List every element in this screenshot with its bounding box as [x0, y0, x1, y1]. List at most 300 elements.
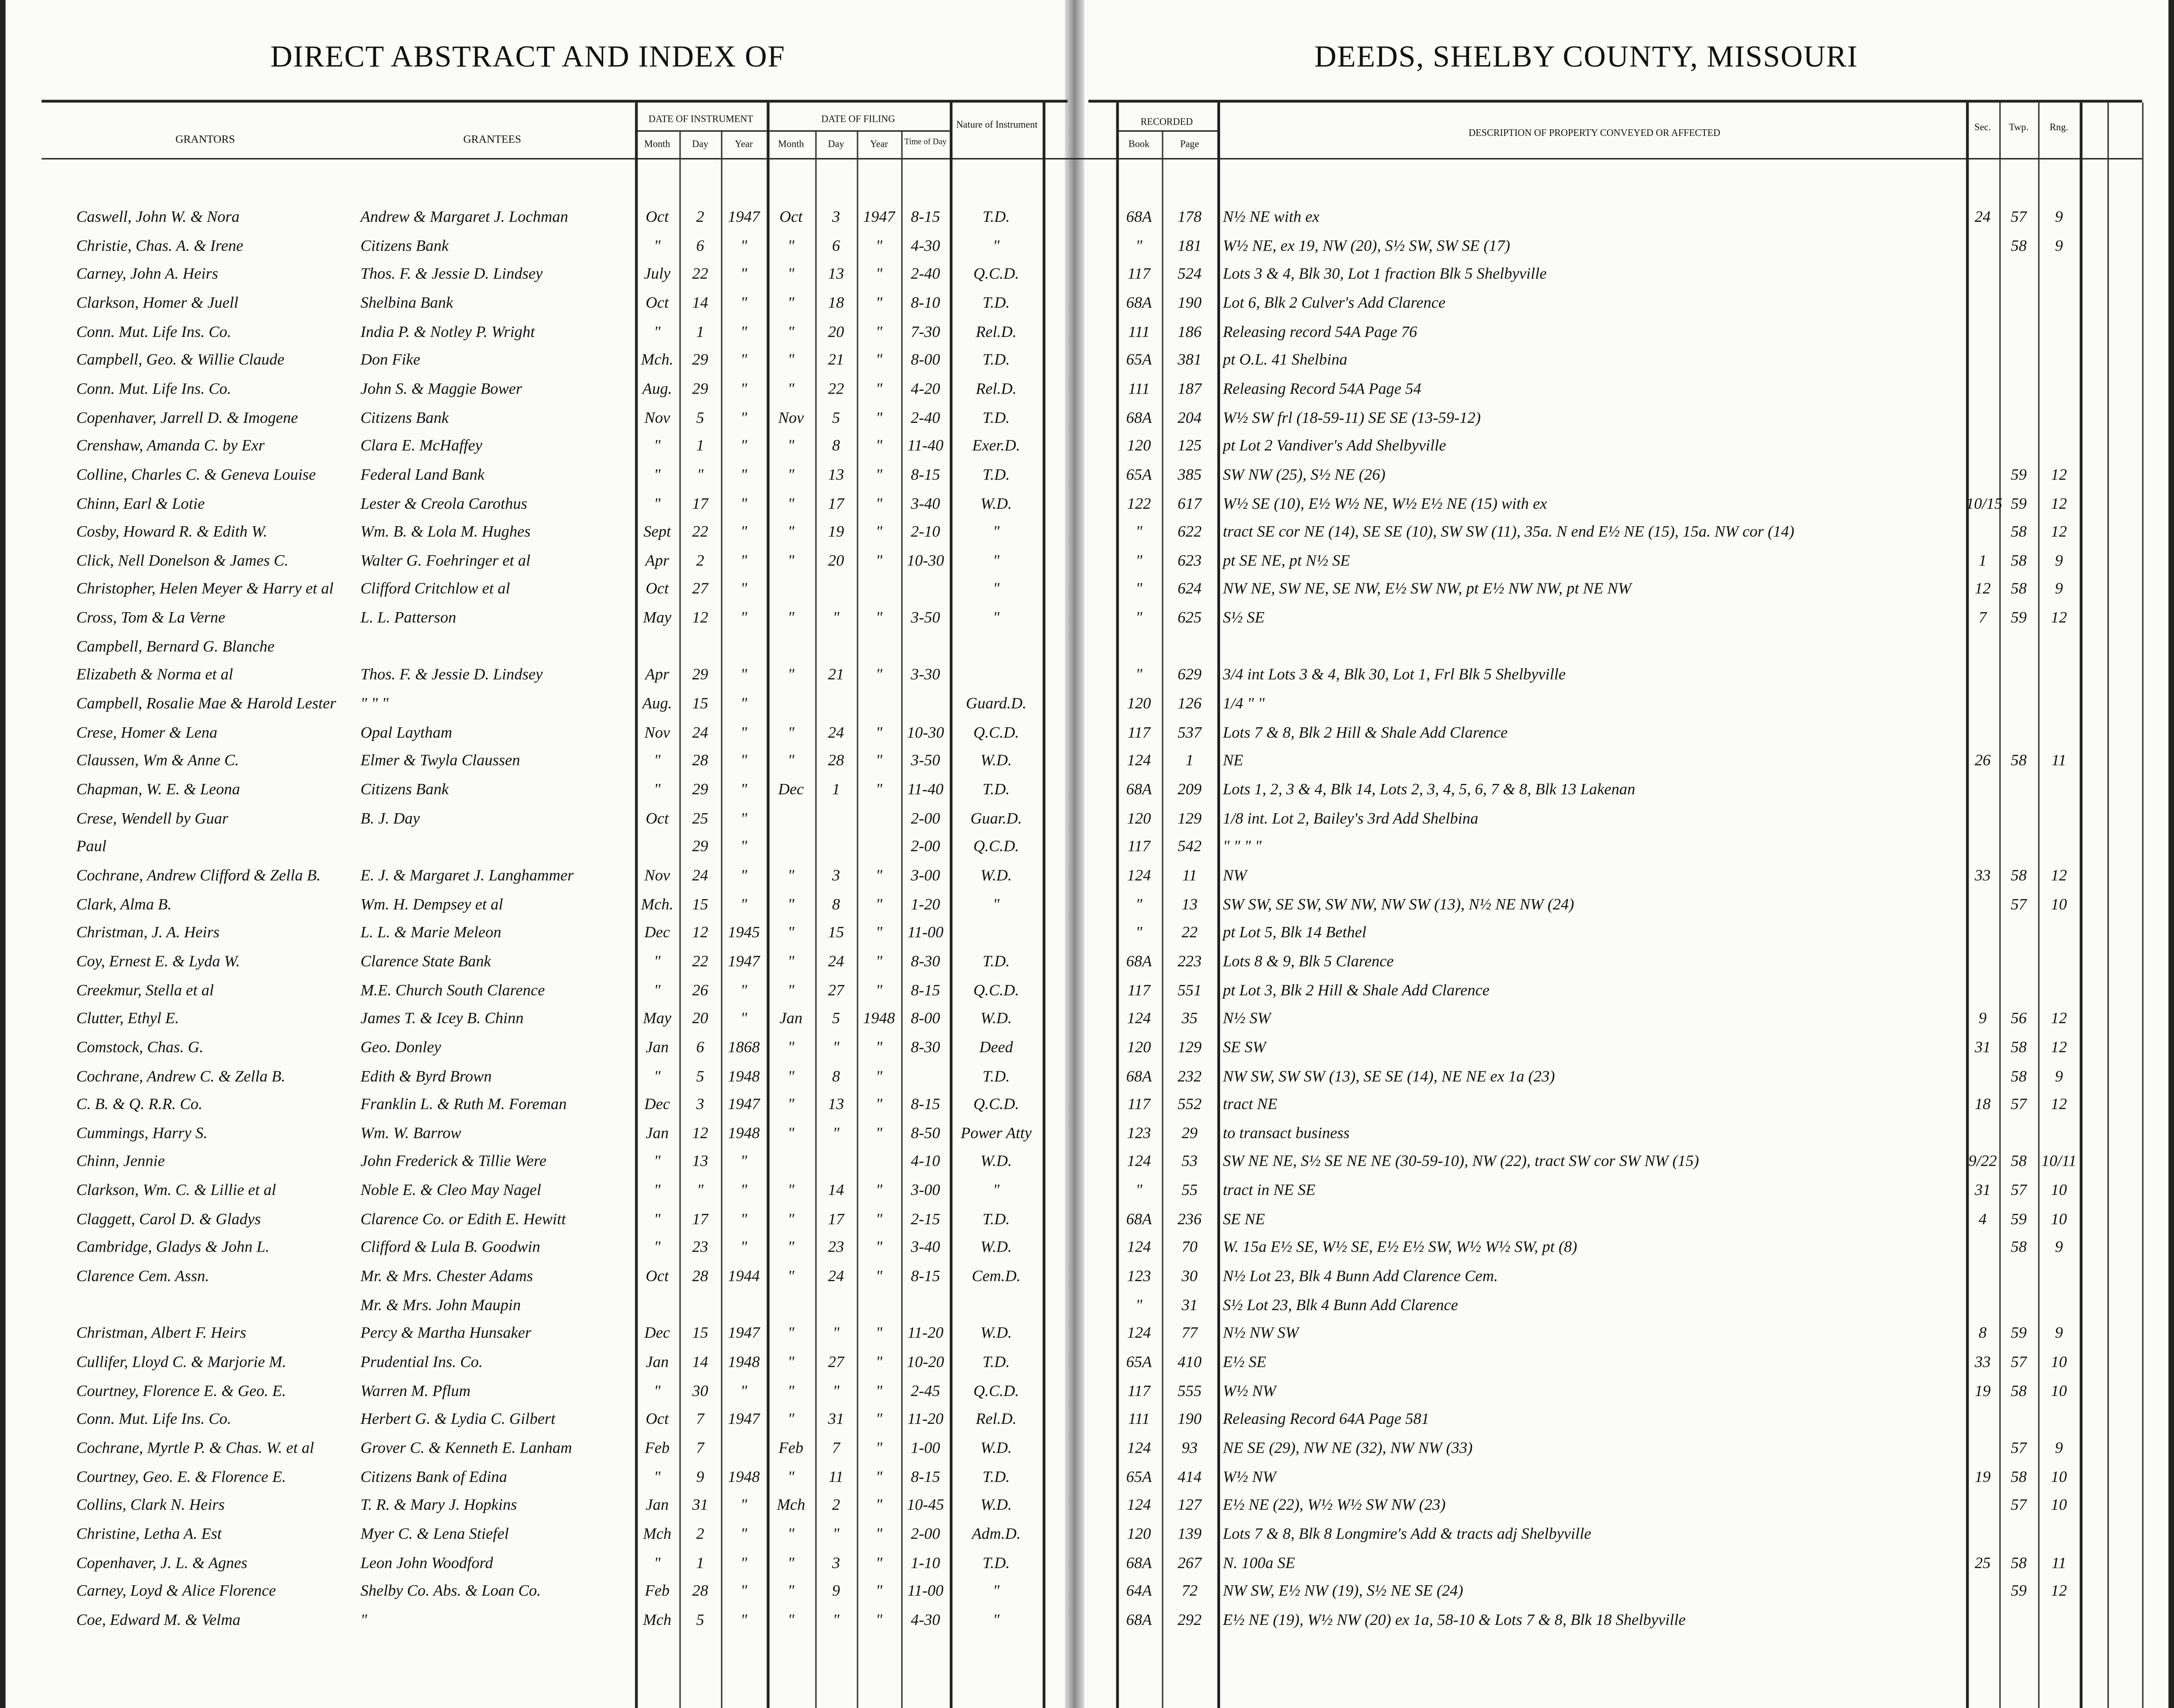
grantee-cell: John S. & Maggie Bower	[360, 381, 522, 398]
page-cell: 139	[1178, 1526, 1202, 1543]
filing-month-cell: "	[787, 925, 794, 942]
inst-year-header: Year	[735, 138, 753, 150]
inst-day-cell: 15	[692, 1326, 708, 1343]
page-cell: 129	[1178, 1039, 1202, 1056]
description-cell: Lots 7 & 8, Blk 8 Longmire's Add & tracts adj Shelbyville	[1222, 1526, 1592, 1543]
filing-year-cell: "	[876, 1526, 883, 1543]
grantee-cell: " " "	[360, 696, 389, 713]
inst-year-cell: 1948	[728, 1125, 760, 1142]
description-cell: Lot 6, Blk 2 Culver's Add Clarence	[1222, 295, 1446, 312]
filing-month-cell: "	[787, 1125, 794, 1142]
inst-month-cell: "	[654, 1068, 661, 1085]
description-cell: NW	[1222, 867, 1247, 884]
book-cell: 117	[1128, 1096, 1151, 1114]
description-cell: SW NW (25), S½ NE (26)	[1222, 467, 1386, 484]
book-cell: "	[1136, 896, 1143, 913]
inst-day-cell: 17	[692, 496, 708, 513]
page-cell: 625	[1178, 610, 1202, 627]
inst-day-cell: 1	[696, 438, 704, 455]
filing-day-cell: 17	[828, 496, 844, 513]
nature-cell: "	[993, 553, 1000, 570]
grantor-cell: Carney, Loyd & Alice Florence	[76, 1583, 276, 1600]
filing-day-header: Day	[828, 138, 844, 150]
grantee-cell: Don Fike	[360, 352, 421, 370]
description-cell: Lots 8 & 9, Blk 5 Clarence	[1222, 953, 1394, 970]
page-cell: 93	[1181, 1440, 1198, 1457]
nature-cell: Rel.D.	[976, 381, 1017, 398]
book-cell: 68A	[1126, 209, 1152, 226]
filing-month-cell: "	[787, 553, 794, 570]
twp-cell: 56	[2011, 1010, 2027, 1028]
time-cell: 11-00	[907, 1583, 944, 1600]
page-cell: 624	[1178, 581, 1202, 598]
nature-cell: Adm.D.	[971, 1526, 1021, 1543]
filing-year-cell: "	[876, 667, 883, 684]
time-cell: 2-40	[910, 410, 940, 427]
rng-cell: 12	[2051, 496, 2067, 513]
grantor-cell: Claussen, Wm & Anne C.	[76, 753, 239, 770]
filing-day-cell: 13	[828, 266, 844, 284]
book-cell: "	[1136, 1182, 1143, 1200]
page-cell: 55	[1181, 1182, 1198, 1200]
inst-month-cell: Dec	[644, 925, 670, 942]
book-cell: 123	[1127, 1125, 1151, 1142]
filing-month-cell: "	[787, 1182, 794, 1200]
inst-month-cell: Nov	[644, 867, 670, 884]
book-cell: 117	[1128, 266, 1151, 284]
nature-cell: "	[993, 1182, 1000, 1200]
twp-cell: 59	[2011, 610, 2027, 627]
filing-year-cell: "	[876, 1412, 883, 1429]
inst-day-cell: 15	[692, 896, 708, 913]
filing-year-cell: "	[876, 1268, 883, 1286]
grantee-cell: Wm. B. & Lola M. Hughes	[360, 524, 531, 541]
time-cell: 3-40	[910, 496, 940, 513]
page-cell: 542	[1178, 839, 1202, 856]
description-header: DESCRIPTION OF PROPERTY CONVEYED OR AFFECTED	[1468, 127, 1720, 139]
filing-year-cell: "	[876, 925, 883, 942]
twp-cell: 58	[2011, 238, 2027, 255]
filing-year-cell: "	[876, 1498, 883, 1514]
nature-cell: T.D.	[982, 1068, 1010, 1085]
grantor-cell: Conn. Mut. Life Ins. Co.	[76, 381, 232, 398]
grantee-cell: Clifford Critchlow et al	[360, 581, 510, 598]
nature-cell: W.D.	[980, 1010, 1012, 1028]
grantor-cell: Clarkson, Homer & Juell	[76, 295, 238, 312]
nature-cell: W.D.	[980, 1440, 1012, 1457]
ledger-row	[0, 1238, 2174, 1266]
grantee-cell: Walter G. Foehringer et al	[360, 553, 531, 570]
filing-month-cell: "	[787, 496, 794, 513]
filing-day-cell: 5	[832, 410, 840, 427]
grantors-header: GRANTORS	[175, 133, 235, 146]
filing-month-cell: "	[787, 724, 794, 741]
grantee-cell: John Frederick & Tillie Were	[360, 1154, 547, 1171]
nature-cell: Power Atty	[961, 1125, 1032, 1142]
book-cell: 124	[1127, 867, 1151, 884]
ledger-row	[0, 1525, 2174, 1553]
book-cell: 65A	[1126, 1469, 1152, 1486]
rng-cell: 9	[2055, 553, 2063, 570]
book-cell: 120	[1127, 696, 1151, 713]
ledger-row	[0, 1410, 2174, 1438]
rng-cell: 10	[2051, 896, 2067, 913]
filing-month-cell: "	[787, 324, 794, 341]
grantee-cell: Grover C. & Kenneth E. Lanham	[360, 1440, 572, 1457]
time-cell: 3-50	[910, 610, 940, 627]
page-cell: 129	[1178, 810, 1202, 827]
ledger-row	[0, 380, 2174, 408]
inst-day-cell: 26	[692, 982, 708, 999]
time-cell: 8-10	[910, 295, 940, 312]
page-cell: 209	[1178, 782, 1202, 799]
page-cell: 552	[1178, 1096, 1202, 1114]
filing-year-cell: "	[876, 1326, 883, 1343]
twp-cell: 59	[2011, 1583, 2027, 1600]
header-sub-rule	[1116, 130, 1217, 132]
description-cell: E½ NE (19), W½ NW (20) ex 1a, 58-10 & Lots 7 & 8, Blk 18 Shelbyville	[1222, 1612, 1686, 1629]
filing-month-cell: "	[787, 867, 794, 884]
book-cell: 124	[1127, 1010, 1151, 1028]
inst-day-cell: 23	[692, 1240, 708, 1257]
filing-year-cell: "	[876, 1096, 883, 1114]
grantee-cell: Thos. F. & Jessie D. Lindsey	[360, 667, 543, 684]
grantor-cell: Christopher, Helen Meyer & Harry et al	[76, 581, 334, 598]
page-cell: 190	[1178, 295, 1202, 312]
ledger-row	[0, 1439, 2174, 1467]
filing-day-cell: 9	[832, 1583, 840, 1600]
inst-year-cell: 1868	[728, 1039, 760, 1056]
inst-day-cell: 2	[696, 553, 704, 570]
filing-year-cell: "	[876, 867, 883, 884]
time-cell: 2-00	[910, 810, 940, 827]
inst-month-cell: Aug.	[642, 381, 672, 398]
inst-year-cell: 1947	[728, 1096, 760, 1114]
filing-month-cell: "	[787, 438, 794, 455]
sec-cell: 33	[1974, 1354, 1991, 1371]
grantee-cell: E. J. & Margaret J. Langhammer	[360, 867, 574, 884]
book-cell: 120	[1127, 438, 1151, 455]
page-cell: 292	[1178, 1612, 1202, 1629]
filing-month-cell: "	[787, 1583, 794, 1600]
rng-cell: 12	[2051, 524, 2067, 541]
inst-month-cell: "	[654, 324, 661, 341]
filing-year-cell: "	[876, 295, 883, 312]
twp-cell: 57	[2011, 1096, 2027, 1114]
filing-day-cell: 8	[832, 896, 840, 913]
inst-year-cell: 1948	[728, 1068, 760, 1085]
book-cell: 111	[1128, 381, 1150, 398]
page-cell: 181	[1178, 238, 1202, 255]
filing-year-cell: "	[876, 1240, 883, 1257]
inst-year-cell: "	[740, 324, 748, 341]
nature-cell: T.D.	[982, 782, 1010, 799]
inst-year-cell: 1945	[728, 925, 760, 942]
filing-month-cell: "	[787, 1326, 794, 1343]
filing-day-cell: 18	[828, 295, 844, 312]
grantor-cell: Campbell, Rosalie Mae & Harold Lester	[76, 696, 337, 713]
grantor-cell: Crese, Wendell by Guar	[76, 810, 228, 827]
book-cell: 120	[1127, 1039, 1151, 1056]
filing-day-cell: 17	[828, 1211, 844, 1228]
filing-month-cell: "	[787, 753, 794, 770]
grantor-cell: Clarence Cem. Assn.	[76, 1268, 210, 1286]
filing-month-cell: "	[787, 352, 794, 370]
inst-month-cell: "	[654, 1211, 661, 1228]
inst-day-cell: 13	[692, 1154, 708, 1171]
inst-day-cell: 28	[692, 1268, 708, 1286]
time-cell: 7-30	[910, 324, 940, 341]
ledger-row	[0, 236, 2174, 264]
filing-year-cell: "	[876, 324, 883, 341]
description-cell: S½ SE	[1222, 610, 1265, 627]
nature-cell: "	[993, 610, 1000, 627]
rng-header: Rng.	[2049, 122, 2068, 133]
book-cell: 65A	[1126, 467, 1152, 484]
inst-day-header: Day	[692, 138, 708, 150]
time-cell: 2-45	[910, 1383, 940, 1400]
page-cell: 186	[1178, 324, 1202, 341]
filing-day-cell: 3	[832, 209, 840, 226]
ledger-row	[0, 1611, 2174, 1639]
time-cell: 3-50	[910, 753, 940, 770]
rng-cell: 12	[2051, 1010, 2067, 1028]
page-cell: 35	[1181, 1010, 1198, 1028]
inst-month-cell: Apr	[645, 553, 669, 570]
twp-cell: 59	[2011, 1326, 2027, 1343]
ledger-row	[0, 867, 2174, 894]
rng-cell: 9	[2055, 209, 2063, 226]
page-cell: 617	[1178, 496, 1202, 513]
filing-day-cell: 14	[828, 1182, 844, 1200]
inst-day-cell: 5	[696, 1612, 704, 1629]
grantor-cell: Courtney, Florence E. & Geo. E.	[76, 1383, 286, 1400]
sec-cell: 18	[1974, 1096, 1991, 1114]
filing-year-cell: "	[876, 496, 883, 513]
ledger-row	[0, 952, 2174, 980]
filing-day-cell: 3	[832, 1555, 840, 1572]
grantor-cell: Comstock, Chas. G.	[76, 1039, 203, 1056]
time-cell: 11-20	[907, 1326, 944, 1343]
inst-month-cell: "	[654, 1182, 661, 1200]
rng-cell: 10	[2051, 1211, 2067, 1228]
filing-year-cell: "	[876, 1182, 883, 1200]
sec-cell: 31	[1974, 1182, 1991, 1200]
filing-month-cell: "	[787, 1096, 794, 1114]
page-cell: 551	[1178, 982, 1202, 999]
inst-day-cell: 29	[692, 667, 708, 684]
filing-year-cell: "	[876, 982, 883, 999]
book-cell: 68A	[1126, 1612, 1152, 1629]
filing-day-cell: 21	[828, 667, 844, 684]
grantee-cell: Warren M. Pflum	[360, 1383, 471, 1400]
inst-day-cell: 7	[696, 1440, 704, 1457]
grantor-cell: Copenhaver, J. L. & Agnes	[76, 1555, 248, 1572]
book-cell: 68A	[1126, 782, 1152, 799]
grantee-cell: Andrew & Margaret J. Lochman	[360, 209, 568, 226]
header-sub-rule	[767, 130, 950, 132]
filing-day-cell: 19	[828, 524, 844, 541]
time-cell: 8-15	[910, 982, 940, 999]
grantee-cell: "	[360, 1612, 367, 1629]
nature-cell: T.D.	[982, 352, 1010, 370]
ledger-row	[0, 981, 2174, 1009]
book-cell: 124	[1127, 753, 1151, 770]
time-cell: 10-30	[907, 553, 944, 570]
nature-cell: Q.C.D.	[973, 982, 1019, 999]
grantor-cell: Chinn, Jennie	[76, 1154, 165, 1171]
description-cell: N½ NW SW	[1222, 1326, 1299, 1343]
inst-month-cell: "	[654, 1154, 661, 1171]
ledger-row	[0, 895, 2174, 923]
page-cell: 223	[1178, 953, 1202, 970]
grantor-cell: Creekmur, Stella et al	[76, 982, 214, 999]
twp-cell: 58	[2011, 1383, 2027, 1400]
time-cell: 11-40	[907, 782, 944, 799]
page-cell: 127	[1178, 1498, 1202, 1514]
inst-day-cell: 2	[696, 1526, 704, 1543]
filing-year-cell: "	[876, 753, 883, 770]
inst-month-cell: Feb	[645, 1440, 670, 1457]
ledger-row	[0, 322, 2174, 350]
inst-day-cell: 12	[692, 1125, 708, 1142]
filing-day-cell: 20	[828, 324, 844, 341]
ledger-row	[0, 1496, 2174, 1524]
page-cell: 72	[1181, 1583, 1198, 1600]
page-cell: 13	[1181, 896, 1198, 913]
inst-day-cell: 6	[696, 1039, 704, 1056]
nature-header: Nature of Instrument	[956, 119, 1038, 131]
inst-month-cell: Oct	[645, 810, 669, 827]
rng-cell: 9	[2055, 238, 2063, 255]
inst-day-cell: 7	[696, 1412, 704, 1429]
rng-cell: 10	[2051, 1498, 2067, 1514]
inst-month-cell: Apr	[645, 667, 669, 684]
nature-cell: "	[993, 581, 1000, 598]
inst-year-cell: "	[740, 553, 748, 570]
inst-year-cell: 1944	[728, 1268, 760, 1286]
inst-month-cell: "	[654, 782, 661, 799]
time-cell: 3-40	[910, 1240, 940, 1257]
filing-day-cell: 28	[828, 753, 844, 770]
inst-day-cell: 12	[692, 925, 708, 942]
filing-day-cell: 21	[828, 352, 844, 370]
nature-cell: T.D.	[982, 1555, 1010, 1572]
grantee-cell: Citizens Bank	[360, 410, 449, 427]
time-cell: 11-00	[907, 925, 944, 942]
time-cell: 3-00	[910, 1182, 940, 1200]
ledger-row	[0, 666, 2174, 694]
inst-month-cell: "	[654, 953, 661, 970]
grantor-cell: Cummings, Harry S.	[76, 1125, 208, 1142]
time-cell: 3-30	[910, 667, 940, 684]
grantor-cell: Clarkson, Wm. C. & Lillie et al	[76, 1182, 276, 1200]
sec-header: Sec.	[1974, 122, 1991, 133]
inst-month-cell: May	[643, 610, 672, 627]
book-cell: "	[1136, 925, 1143, 942]
time-cell: 4-20	[910, 381, 940, 398]
book-header: Book	[1128, 138, 1150, 150]
book-cell: 117	[1128, 1383, 1151, 1400]
rng-cell: 11	[2051, 1555, 2066, 1572]
inst-month-cell: July	[644, 266, 671, 284]
ledger-row	[0, 838, 2174, 866]
filing-month-header: Month	[778, 138, 804, 150]
grantor-cell: Crese, Homer & Lena	[76, 724, 218, 741]
book-cell: 68A	[1126, 1555, 1152, 1572]
ledger-row	[0, 1124, 2174, 1152]
page-cell: 29	[1181, 1125, 1198, 1142]
nature-cell: W.D.	[980, 753, 1012, 770]
inst-year-cell: "	[740, 610, 748, 627]
rng-cell: 9	[2055, 581, 2063, 598]
page-cell: 381	[1178, 352, 1202, 370]
sec-cell: 12	[1974, 581, 1991, 598]
nature-cell: T.D.	[982, 410, 1010, 427]
filing-month-cell: "	[787, 238, 794, 255]
time-cell: 10-20	[907, 1354, 944, 1371]
ledger-row	[0, 781, 2174, 808]
nature-cell: W.D.	[980, 1326, 1012, 1343]
inst-day-cell: 5	[696, 410, 704, 427]
nature-cell: Rel.D.	[976, 324, 1017, 341]
filing-day-cell: 20	[828, 553, 844, 570]
book-cell: 124	[1127, 1154, 1151, 1171]
filing-day-cell: 31	[828, 1412, 844, 1429]
book-cell: 120	[1127, 810, 1151, 827]
inst-year-cell: "	[740, 581, 748, 598]
grantor-cell: C. B. & Q. R.R. Co.	[76, 1096, 203, 1114]
rng-cell: 9	[2055, 1326, 2063, 1343]
sec-cell: 1	[1979, 553, 1987, 570]
ledger-row	[0, 1181, 2174, 1209]
filing-month-cell: "	[787, 1354, 794, 1371]
page-cell: 30	[1181, 1268, 1198, 1286]
page-cell: 232	[1178, 1068, 1202, 1085]
description-cell: N½ NE with ex	[1222, 209, 1320, 226]
inst-day-cell: 9	[696, 1469, 704, 1486]
inst-month-cell: Feb	[645, 1583, 670, 1600]
filing-day-cell: 3	[832, 867, 840, 884]
inst-day-cell: 14	[692, 1354, 708, 1371]
filing-month-cell: "	[787, 467, 794, 484]
ledger-row	[0, 1067, 2174, 1094]
description-cell: tract SE cor NE (14), SE SE (10), SW SW (11), 35a. N end E½ NE (15), 15a. NW cor (14)	[1222, 524, 1795, 541]
rng-cell: 9	[2055, 1240, 2063, 1257]
grantee-cell: Clarence State Bank	[360, 953, 491, 970]
description-cell: E½ NE (22), W½ W½ SW NW (23)	[1222, 1498, 1446, 1514]
nature-cell: W.D.	[980, 1498, 1012, 1514]
twp-cell: 58	[2011, 1555, 2027, 1572]
date-of-filing-header: DATE OF FILING	[821, 113, 895, 125]
inst-month-cell: Oct	[645, 1412, 669, 1429]
sec-cell: 7	[1979, 610, 1987, 627]
sec-cell: 25	[1974, 1555, 1991, 1572]
filing-day-cell: "	[833, 1612, 840, 1629]
inst-day-cell: 1	[696, 324, 704, 341]
inst-year-cell: "	[740, 1612, 748, 1629]
twp-cell: 57	[2011, 1440, 2027, 1457]
nature-cell: W.D.	[980, 1240, 1012, 1257]
inst-day-cell: 28	[692, 753, 708, 770]
nature-cell: Guar.D.	[970, 810, 1022, 827]
inst-year-cell: "	[740, 667, 748, 684]
inst-month-cell: "	[654, 753, 661, 770]
grantor-cell: Carney, John A. Heirs	[76, 266, 219, 284]
filing-day-cell: 5	[832, 1010, 840, 1028]
grantor-cell: Cullifer, Lloyd C. & Marjorie M.	[76, 1354, 286, 1371]
filing-year-cell: "	[876, 782, 883, 799]
